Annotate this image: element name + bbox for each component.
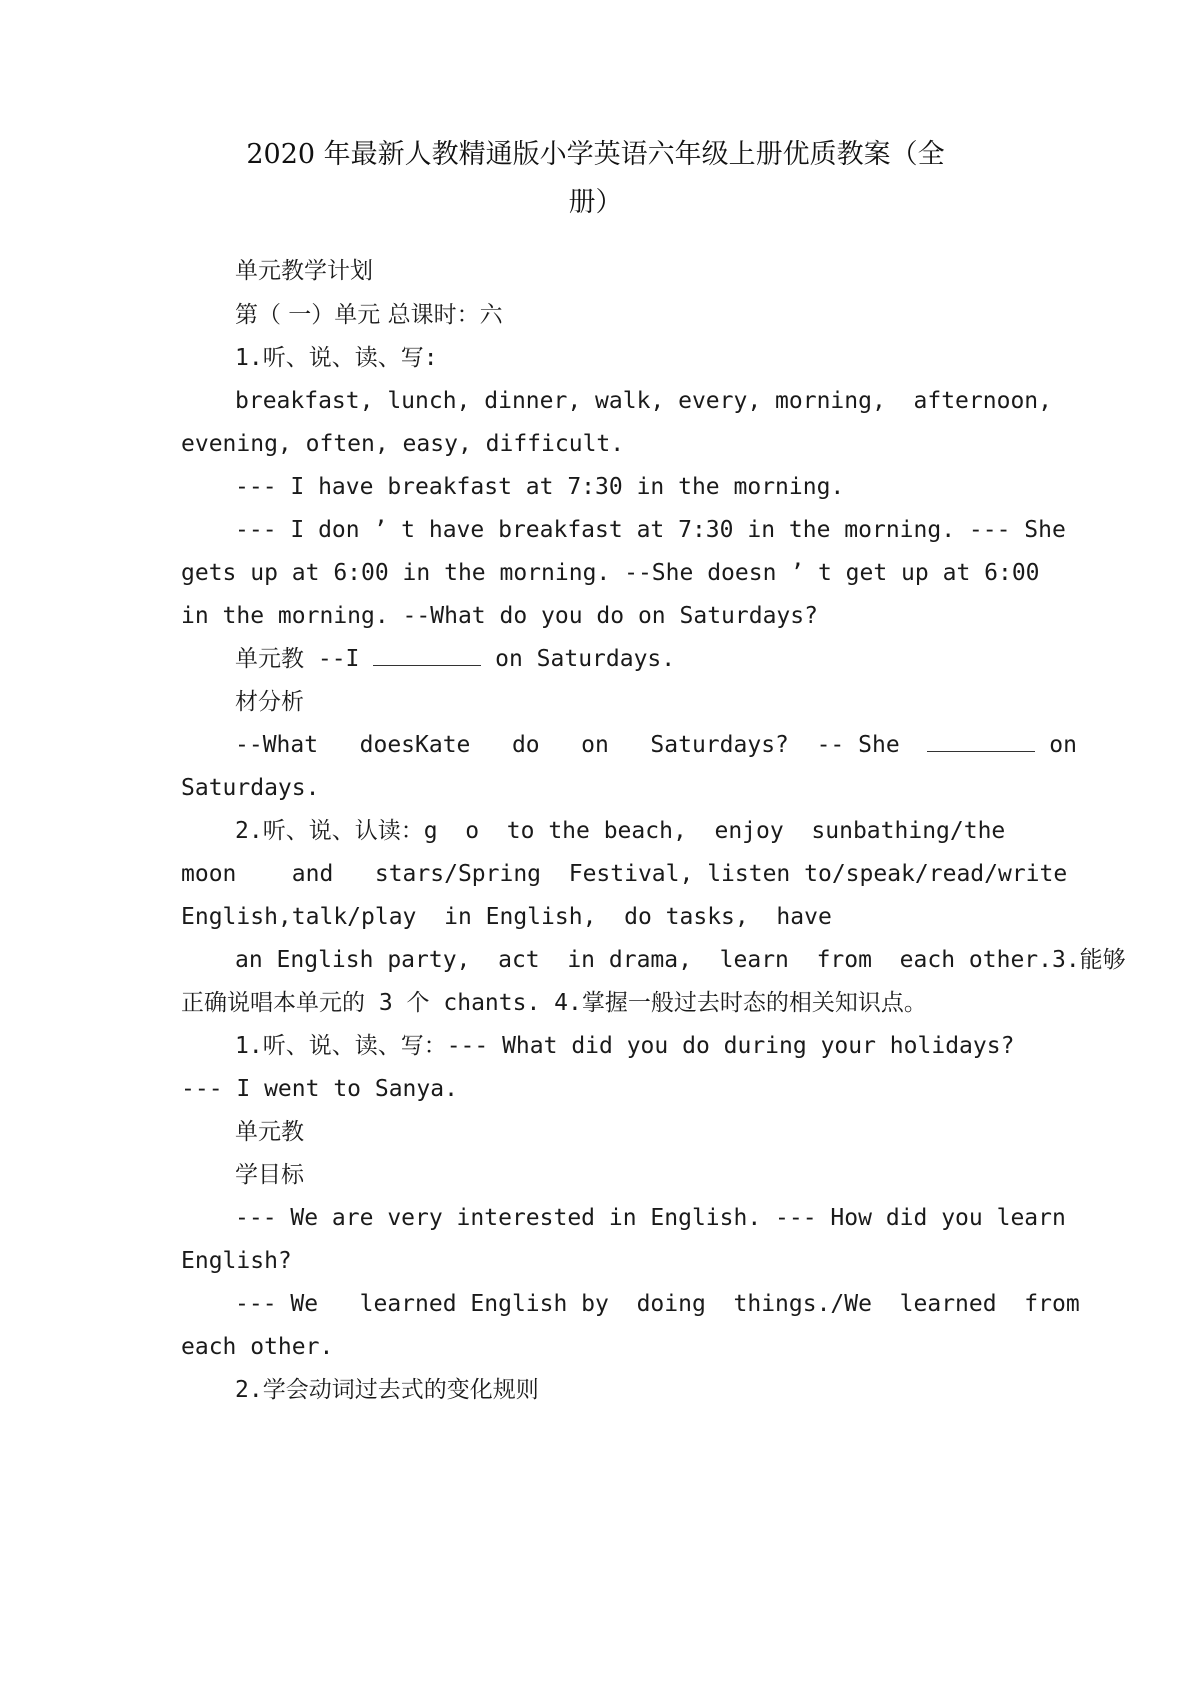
text-line-with-blank <box>235 644 675 674</box>
text-line: 单元教 <box>235 1119 304 1145</box>
text-line: gets up at 6:00 in the morning. --She doesn ’ t get up at 6:00 <box>181 560 1040 586</box>
section-heading: 单元教学计划 <box>235 258 373 284</box>
text-fragment: 单元教 --I <box>235 646 360 672</box>
text-line: Saturdays. <box>181 775 320 801</box>
text-line: --- I went to Sanya. <box>181 1076 458 1102</box>
document-title-line-1: 2020 年最新人教精通版小学英语六年级上册优质教案（全 <box>246 139 945 170</box>
text-line: 2.听、说、认读：g o to the beach, enjoy sunbathing/the <box>235 818 1006 844</box>
text-line: moon and stars/Spring Festival, listen to/speak/read/write <box>181 861 1068 887</box>
text-line: 1.听、说、读、写: <box>235 345 438 371</box>
text-line: an English party, act in drama, learn from each other.3.能够 <box>235 947 1126 973</box>
text-line: in the morning. --What do you do on Saturdays? <box>181 603 818 629</box>
text-line: 学目标 <box>235 1162 304 1188</box>
unit-info: 第（ 一）单元 总课时：六 <box>235 302 503 328</box>
document-title-line-2: 册） <box>568 187 623 218</box>
text-line: English,talk/play in English, do tasks, have <box>181 904 832 930</box>
text-line: --- I don ’ t have breakfast at 7:30 in the morning. --- She <box>235 517 1066 543</box>
text-line: 材分析 <box>235 689 304 715</box>
fill-in-blank <box>373 645 481 666</box>
text-line: --- I have breakfast at 7:30 in the morning. <box>235 474 845 500</box>
text-fragment: --What doesKate do on Saturdays? -- She <box>235 732 900 758</box>
text-line: evening, often, easy, difficult. <box>181 431 625 457</box>
text-line: 2.学会动词过去式的变化规则 <box>235 1377 539 1403</box>
text-fragment: on Saturdays. <box>495 646 676 672</box>
text-line: English? <box>181 1248 292 1274</box>
text-fragment: on <box>1049 732 1077 758</box>
text-line: --- We learned English by doing things./We learned from <box>235 1291 1080 1317</box>
text-line: --- We are very interested in English. --- How did you learn <box>235 1205 1066 1231</box>
text-line: 1.听、说、读、写：--- What did you do during your holidays? <box>235 1033 1015 1059</box>
text-line: breakfast, lunch, dinner, walk, every, morning, afternoon, <box>235 388 1052 414</box>
text-line: 正确说唱本单元的 3 个 chants. 4.掌握一般过去时态的相关知识点。 <box>181 990 927 1016</box>
fill-in-blank <box>927 731 1035 752</box>
text-line: each other. <box>181 1334 334 1360</box>
text-line-with-blank <box>235 730 1077 760</box>
